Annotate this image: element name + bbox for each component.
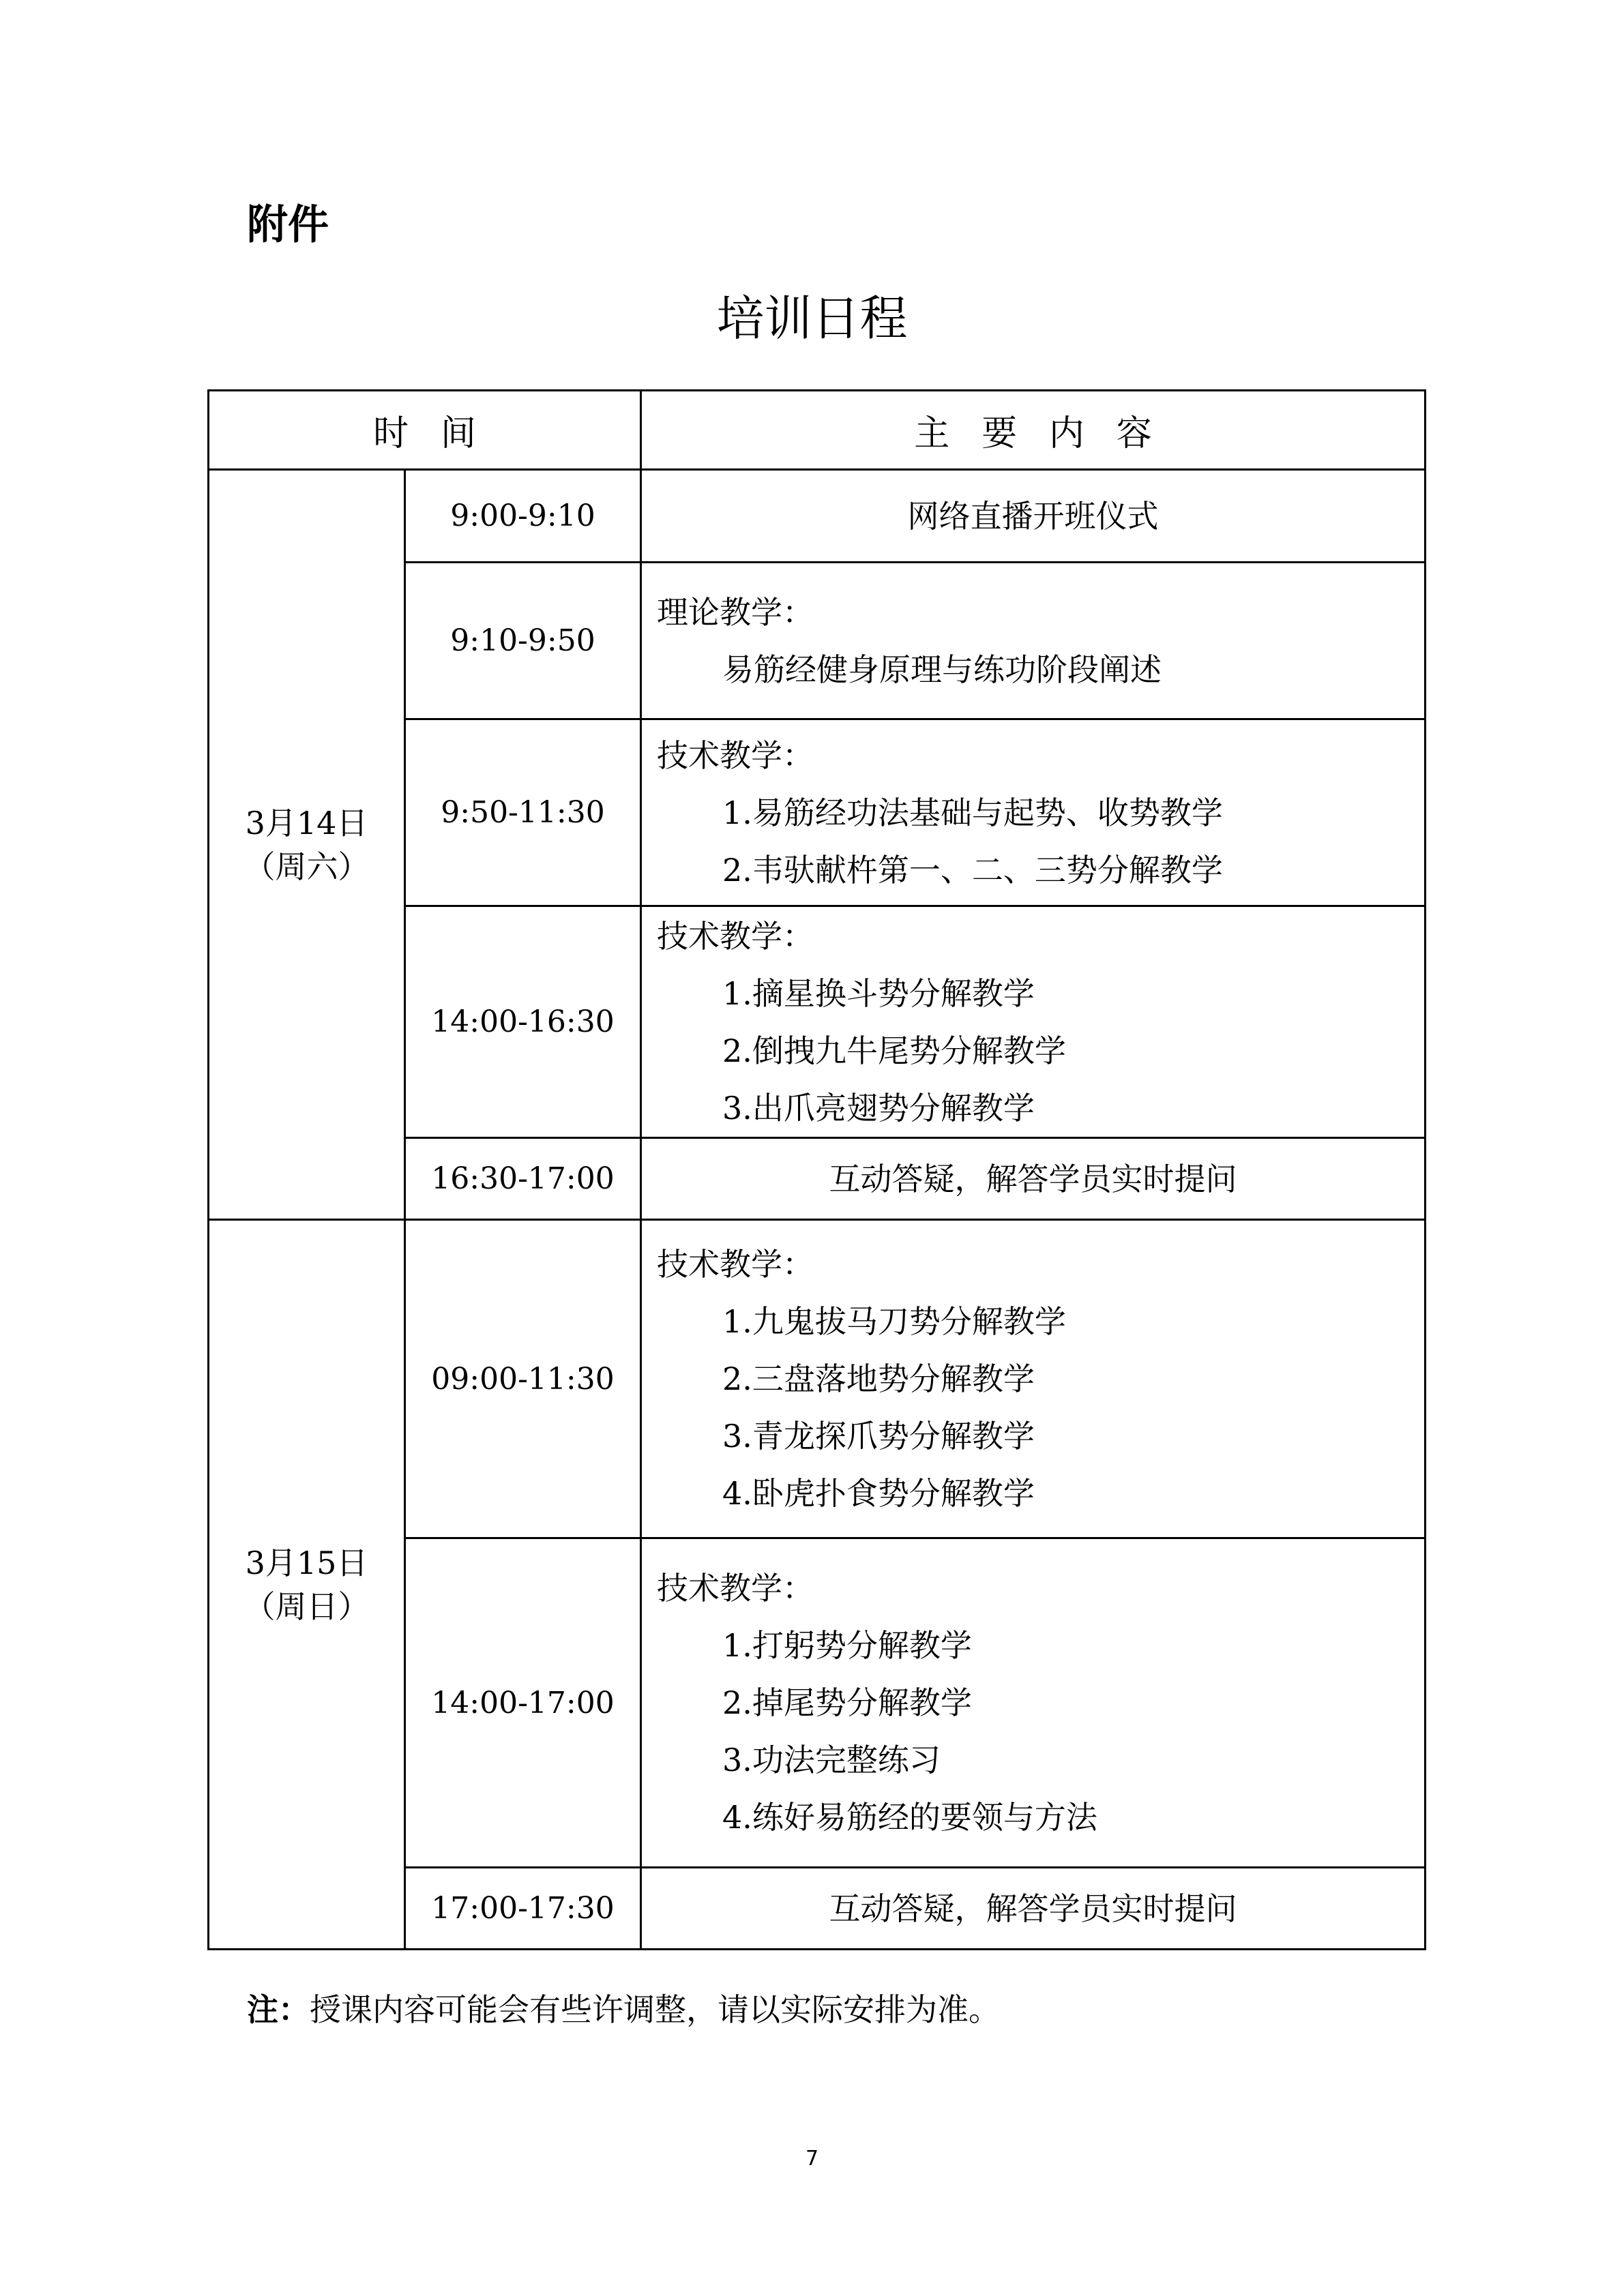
header-content: 主要内容 bbox=[641, 391, 1426, 470]
session-item: 4.卧虎扑食势分解教学 bbox=[722, 1475, 1035, 1512]
header-time: 时间 bbox=[209, 391, 641, 470]
table-row bbox=[209, 470, 1426, 563]
session-title: 互动答疑，解答学员实时提问 bbox=[829, 1160, 1237, 1197]
session-title: 技术教学： bbox=[657, 917, 814, 955]
session-title: 技术教学： bbox=[657, 1246, 814, 1283]
content-cell bbox=[641, 470, 1426, 563]
content-cell bbox=[641, 563, 1426, 719]
time-cell: 14:00-16:30 bbox=[405, 906, 641, 1138]
session-item: 1.易筋经功法基础与起势、收势教学 bbox=[722, 794, 1223, 831]
session-item: 3.功法完整练习 bbox=[722, 1742, 941, 1778]
session-title: 互动答疑，解答学员实时提问 bbox=[829, 1890, 1237, 1927]
footnote bbox=[247, 1991, 1000, 2028]
content-cell bbox=[641, 1220, 1426, 1538]
session-item: 2.掉尾势分解教学 bbox=[722, 1684, 972, 1721]
session-item: 2.韦驮献杵第一、二、三势分解教学 bbox=[722, 851, 1223, 889]
page-number: 7 bbox=[805, 2147, 819, 2171]
session-item: 1.打躬势分解教学 bbox=[722, 1627, 972, 1664]
annex-label: 附件 bbox=[247, 201, 329, 249]
schedule-table bbox=[207, 389, 1426, 1950]
session-title: 技术教学： bbox=[657, 736, 814, 774]
date-cell bbox=[209, 1220, 405, 1950]
session-title: 网络直播开班仪式 bbox=[907, 497, 1159, 535]
time-cell: 16:30-17:00 bbox=[405, 1138, 641, 1220]
time-cell: 9:10-9:50 bbox=[405, 563, 641, 719]
content-cell bbox=[641, 1138, 1426, 1220]
weekday-text: （周六） bbox=[243, 848, 370, 885]
time-cell: 09:00-11:30 bbox=[405, 1220, 641, 1538]
session-item: 易筋经健身原理与练功阶段阐述 bbox=[722, 651, 1162, 688]
session-item: 3.出爪亮翅势分解教学 bbox=[722, 1089, 1035, 1127]
content-cell bbox=[641, 719, 1426, 906]
session-item: 4.练好易筋经的要领与方法 bbox=[722, 1799, 1097, 1836]
date-cell bbox=[209, 470, 405, 1220]
date-text: 3月15日 bbox=[245, 1544, 368, 1581]
time-cell: 9:50-11:30 bbox=[405, 719, 641, 906]
session-item: 2.三盘落地势分解教学 bbox=[722, 1360, 1035, 1397]
content-cell bbox=[641, 1538, 1426, 1868]
time-cell: 9:00-9:10 bbox=[405, 470, 641, 563]
weekday-text: （周日） bbox=[243, 1587, 370, 1625]
note-label: 注： bbox=[247, 1991, 310, 2028]
table-header-row bbox=[209, 391, 1426, 470]
table-row bbox=[209, 1220, 1426, 1538]
date-text: 3月14日 bbox=[245, 804, 368, 841]
session-item: 3.青龙探爪势分解教学 bbox=[722, 1418, 1035, 1455]
note-text: 授课内容可能会有些许调整，请以实际安排为准。 bbox=[310, 1991, 1000, 2028]
time-cell: 17:00-17:30 bbox=[405, 1868, 641, 1950]
session-item: 1.九鬼拔马刀势分解教学 bbox=[722, 1303, 1066, 1340]
time-cell: 14:00-17:00 bbox=[405, 1538, 641, 1868]
session-title: 技术教学： bbox=[657, 1570, 814, 1607]
session-item: 2.倒拽九牛尾势分解教学 bbox=[722, 1032, 1066, 1069]
session-title: 理论教学： bbox=[657, 593, 814, 631]
page-title: 培训日程 bbox=[716, 290, 908, 346]
session-item: 1.摘星换斗势分解教学 bbox=[722, 974, 1035, 1012]
content-cell bbox=[641, 1868, 1426, 1950]
content-cell bbox=[641, 906, 1426, 1138]
